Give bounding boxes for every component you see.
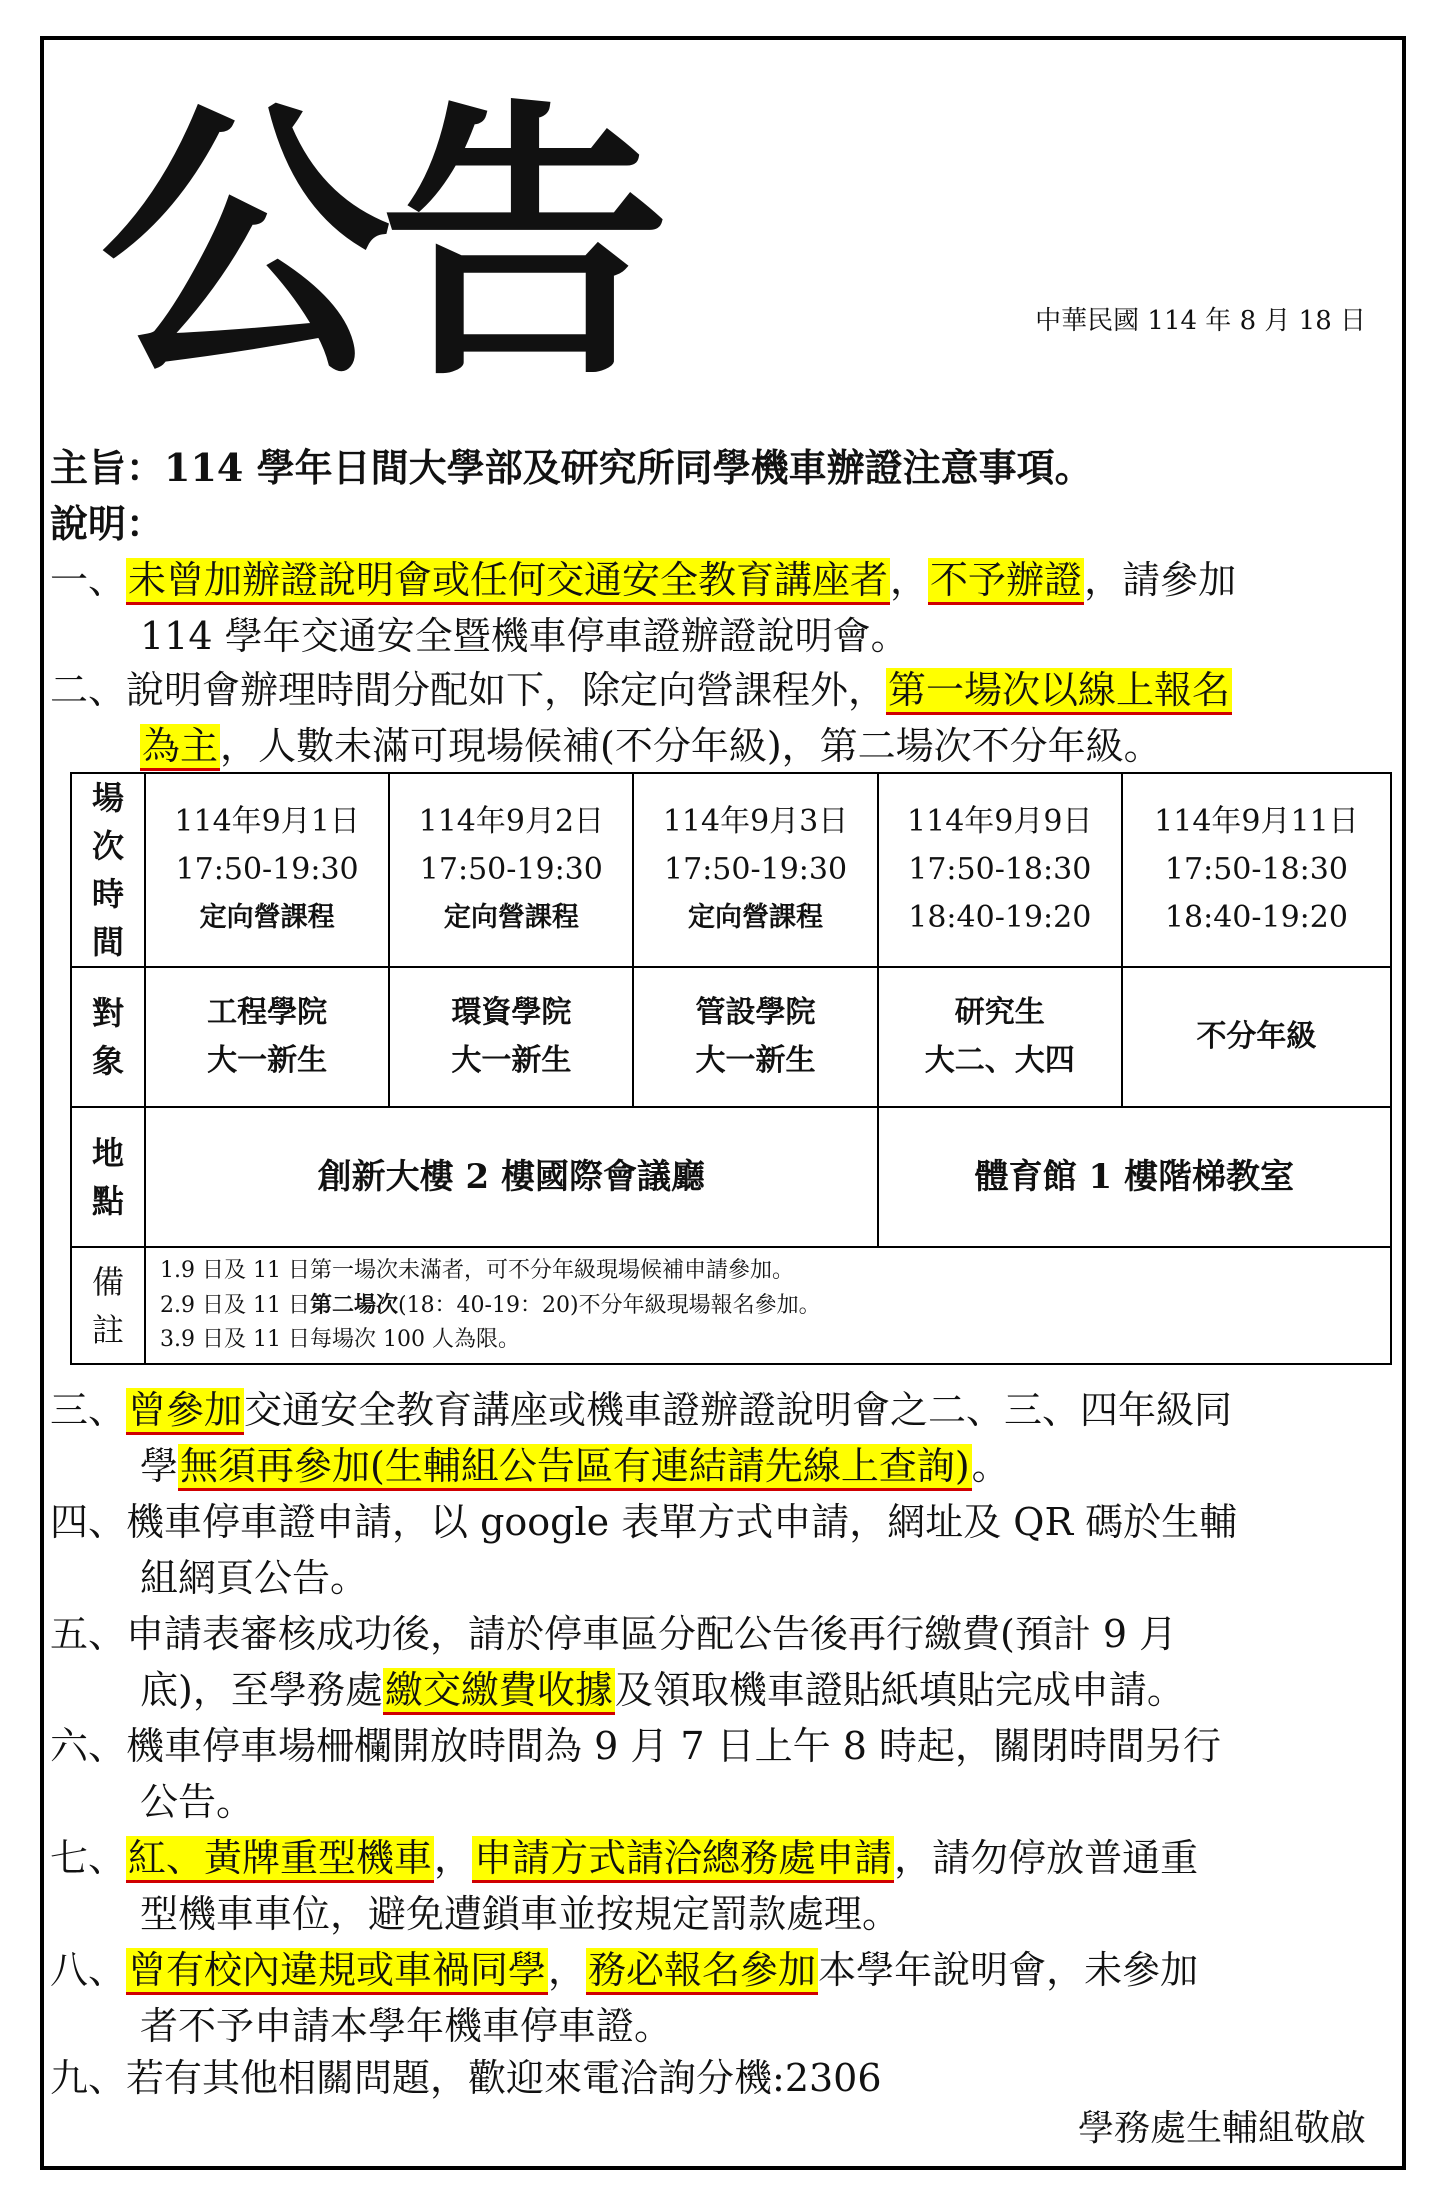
notes-cell: 1.9 日及 11 日第一場次未滿者，可不分年級現場候補申請參加。 2.9 日及 11 日第二場次(18：40-19：20)不分年級現場報名參加。 3.9 日及 11 日每場次 100 人為限。: [145, 1247, 1391, 1364]
explain-label: 說明：: [50, 501, 165, 546]
header-time: 場 次 時 間: [71, 773, 145, 967]
item-4: 四、機車停車證申請，以 google 表單方式申請，網址及 QR 碼於生輔 組網頁公告。: [50, 1500, 1238, 1600]
target-cell: 不分年級: [1122, 967, 1391, 1107]
target-cell: 工程學院 大一新生: [145, 967, 389, 1107]
place-cell-1: 創新大樓 2 樓國際會議廳: [145, 1107, 878, 1247]
item-2: 二、說明會辦理時間分配如下，除定向營課程外，第一場次以線上報名 為主，人數未滿可現場候補(不分年級)，第二場次不分年級。: [50, 662, 1232, 774]
place-cell-2: 體育館 1 樓階梯教室: [878, 1107, 1391, 1247]
item-9: 九、若有其他相關問題，歡迎來電洽詢分機:2306: [50, 2056, 882, 2100]
session-cell: 114年9月2日 17:50-19:30 定向營課程: [389, 773, 633, 967]
header-note: 備 註: [71, 1247, 145, 1364]
item-6: 六、機車停車場柵欄開放時間為 9 月 7 日上午 8 時起，關閉時間另行 公告。: [50, 1724, 1222, 1824]
session-cell: 114年9月3日 17:50-19:30 定向營課程: [633, 773, 877, 967]
item-3: 三、曾參加交通安全教育講座或機車證辦證說明會之二、三、四年級同 學無須再參加(生輔組公告區有連結請先線上查詢)。: [50, 1382, 1232, 1494]
item-5: 五、申請表審核成功後，請於停車區分配公告後再行繳費(預計 9 月 底)，至學務處繳交繳費收據及領取機車證貼紙填貼完成申請。: [50, 1606, 1185, 1718]
session-table: [70, 772, 1392, 1365]
session-cell: 114年9月1日 17:50-19:30 定向營課程: [145, 773, 389, 967]
target-cell: 管設學院 大一新生: [633, 967, 877, 1107]
header-target: 對 象: [71, 967, 145, 1107]
header-place: 地 點: [71, 1107, 145, 1247]
session-cell: 114年9月11日 17:50-18:30 18:40-19:20: [1122, 773, 1391, 967]
target-cell: 研究生 大二、大四: [878, 967, 1122, 1107]
subject-line: 主旨：114 學年日間大學部及研究所同學機車辦證注意事項。: [50, 445, 1093, 490]
target-cell: 環資學院 大一新生: [389, 967, 633, 1107]
signature: 學務處生輔組敬啟: [1077, 2108, 1366, 2149]
item-8: 八、曾有校內違規或車禍同學，務必報名參加本學年說明會，未參加 者不予申請本學年機車停車證。: [50, 1948, 1199, 2048]
item-1: 一、未曾加辦證說明會或任何交通安全教育講座者，不予辦證，請參加 114 學年交通安全暨機車停車證辦證說明會。: [50, 558, 1237, 658]
session-cell: 114年9月9日 17:50-18:30 18:40-19:20: [878, 773, 1122, 967]
item-7: 七、紅、黃牌重型機車，申請方式請洽總務處申請，請勿停放普通重 型機車車位，避免遭鎖車並按規定罰款處理。: [50, 1836, 1199, 1936]
announcement-date: 中華民國 114 年 8 月 18 日: [1035, 306, 1366, 336]
page-title: 公告: [100, 75, 660, 415]
